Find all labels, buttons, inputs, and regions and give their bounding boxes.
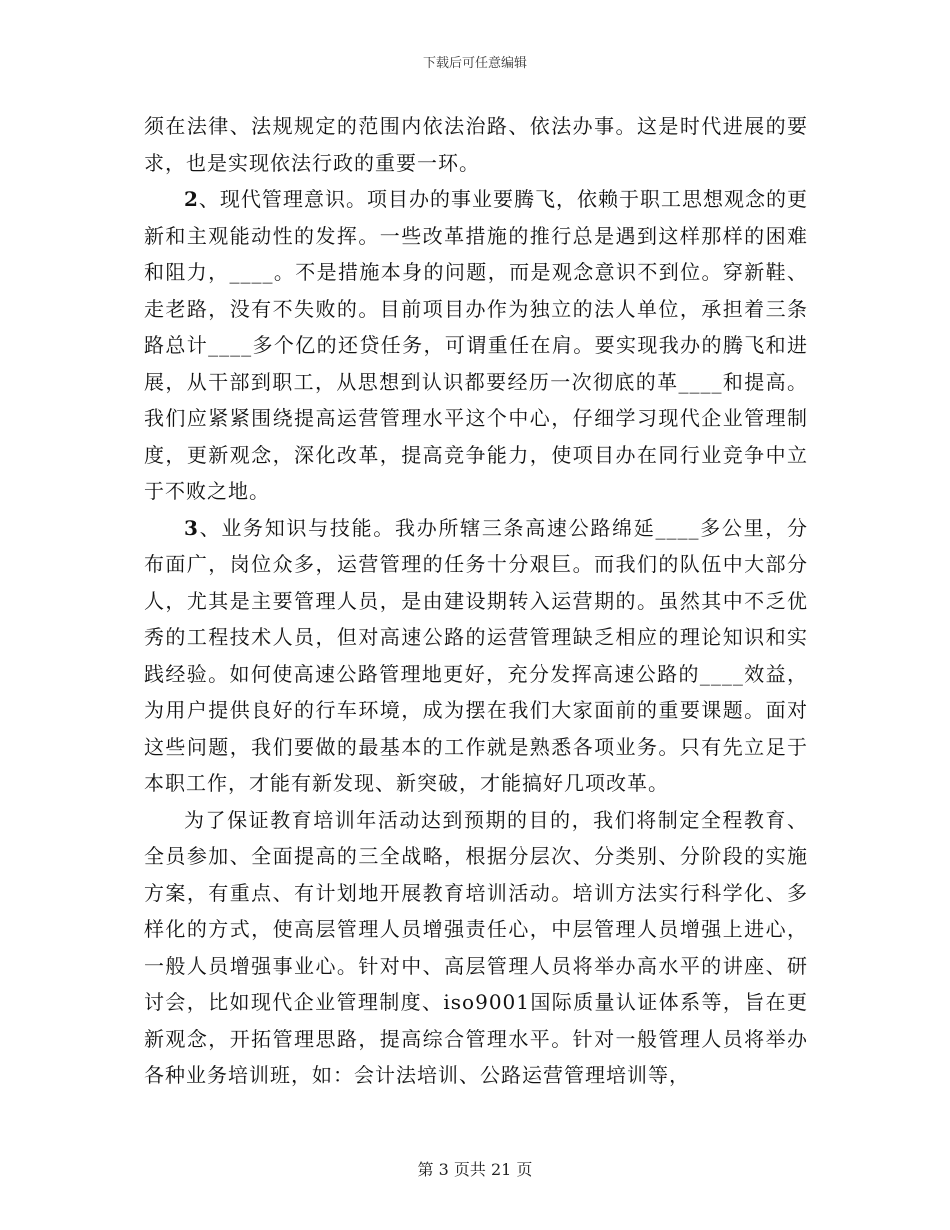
page-number: 第 3 页共 21 页 xyxy=(417,1160,533,1179)
paragraph-text: 为了保证教育培训年活动达到预期的目的，我们将制定全程教育、全员参加、全面提高的三全战略，根据分层次、分类别、分阶段的实施方案，有重点、有计划地开展教育培训活动。培训方法实行科学化、多样化的方式，使高层管理人员增强责任心，中层管理人员增强上进心，一般人员增强事业心。针对中、高层管理人员将举办高水平的讲座、研讨会，比如现代企业管理制度、iso9001国际质量认证体系等，旨在更新观念，开拓管理思路，提高综合管理水平。针对一般管理人员将举办各种业务培训班，如：会计法培训、公路运营管理培训等， xyxy=(144,807,808,1087)
page-header: 下载后可任意编辑 xyxy=(422,56,527,71)
paragraph-text: 、业务知识与技能。我办所辖三条高速公路绵延____多公里，分布面广，岗位众多，运营管理的任务十分艰巨。而我们的队伍中大部分人，尤其是主要管理人员，是由建设期转入运营期的。虽然其中不乏优秀的工程技术人员，但对高速公路的运营管理缺乏相应的理论知识和实践经验。如何使高速公路管理地更好，充分发挥高速公路的____效益，为用户提供良好的行车环境，成为摆在我们大家面前的重要课题。面对这些问题，我们要做的最基本的工作就是熟悉各项业务。只有先立足于本职工作，才能有新发现、新突破，才能搞好几项改革。 xyxy=(144,515,808,795)
paragraph-continuation xyxy=(144,108,808,181)
paragraph-text: 、现代管理意识。项目办的事业要腾飞，依赖于职工思想观念的更新和主观能动性的发挥。一些改革措施的推行总是遇到这样那样的困难和阻力，____。不是措施本身的问题，而是观念意识不到位。穿新鞋、走老路，没有不失败的。目前项目办作为独立的法人单位，承担着三条路总计____多个亿的还贷任务，可谓重任在肩。要实现我办的腾飞和进展，从干部到职工，从思想到认识都要经历一次彻底的革____和提高。我们应紧紧围绕提高运营管理水平这个中心，仔细学习现代企业管理制度，更新观念，深化改革，提高竞争能力，使项目办在同行业竞争中立于不败之地。 xyxy=(144,187,808,503)
paragraph-number: 2 xyxy=(184,187,199,211)
paragraph-text: 须在法律、法规规定的范围内依法治路、依法办事。这是时代进展的要求，也是实现依法行政的重要一环。 xyxy=(144,114,808,175)
paragraph-number: 3 xyxy=(184,515,199,540)
paragraph-training-plan xyxy=(144,802,808,1094)
document-body xyxy=(144,108,808,1094)
paragraph-business-skills xyxy=(144,510,808,802)
paragraph-modern-management xyxy=(144,181,808,510)
